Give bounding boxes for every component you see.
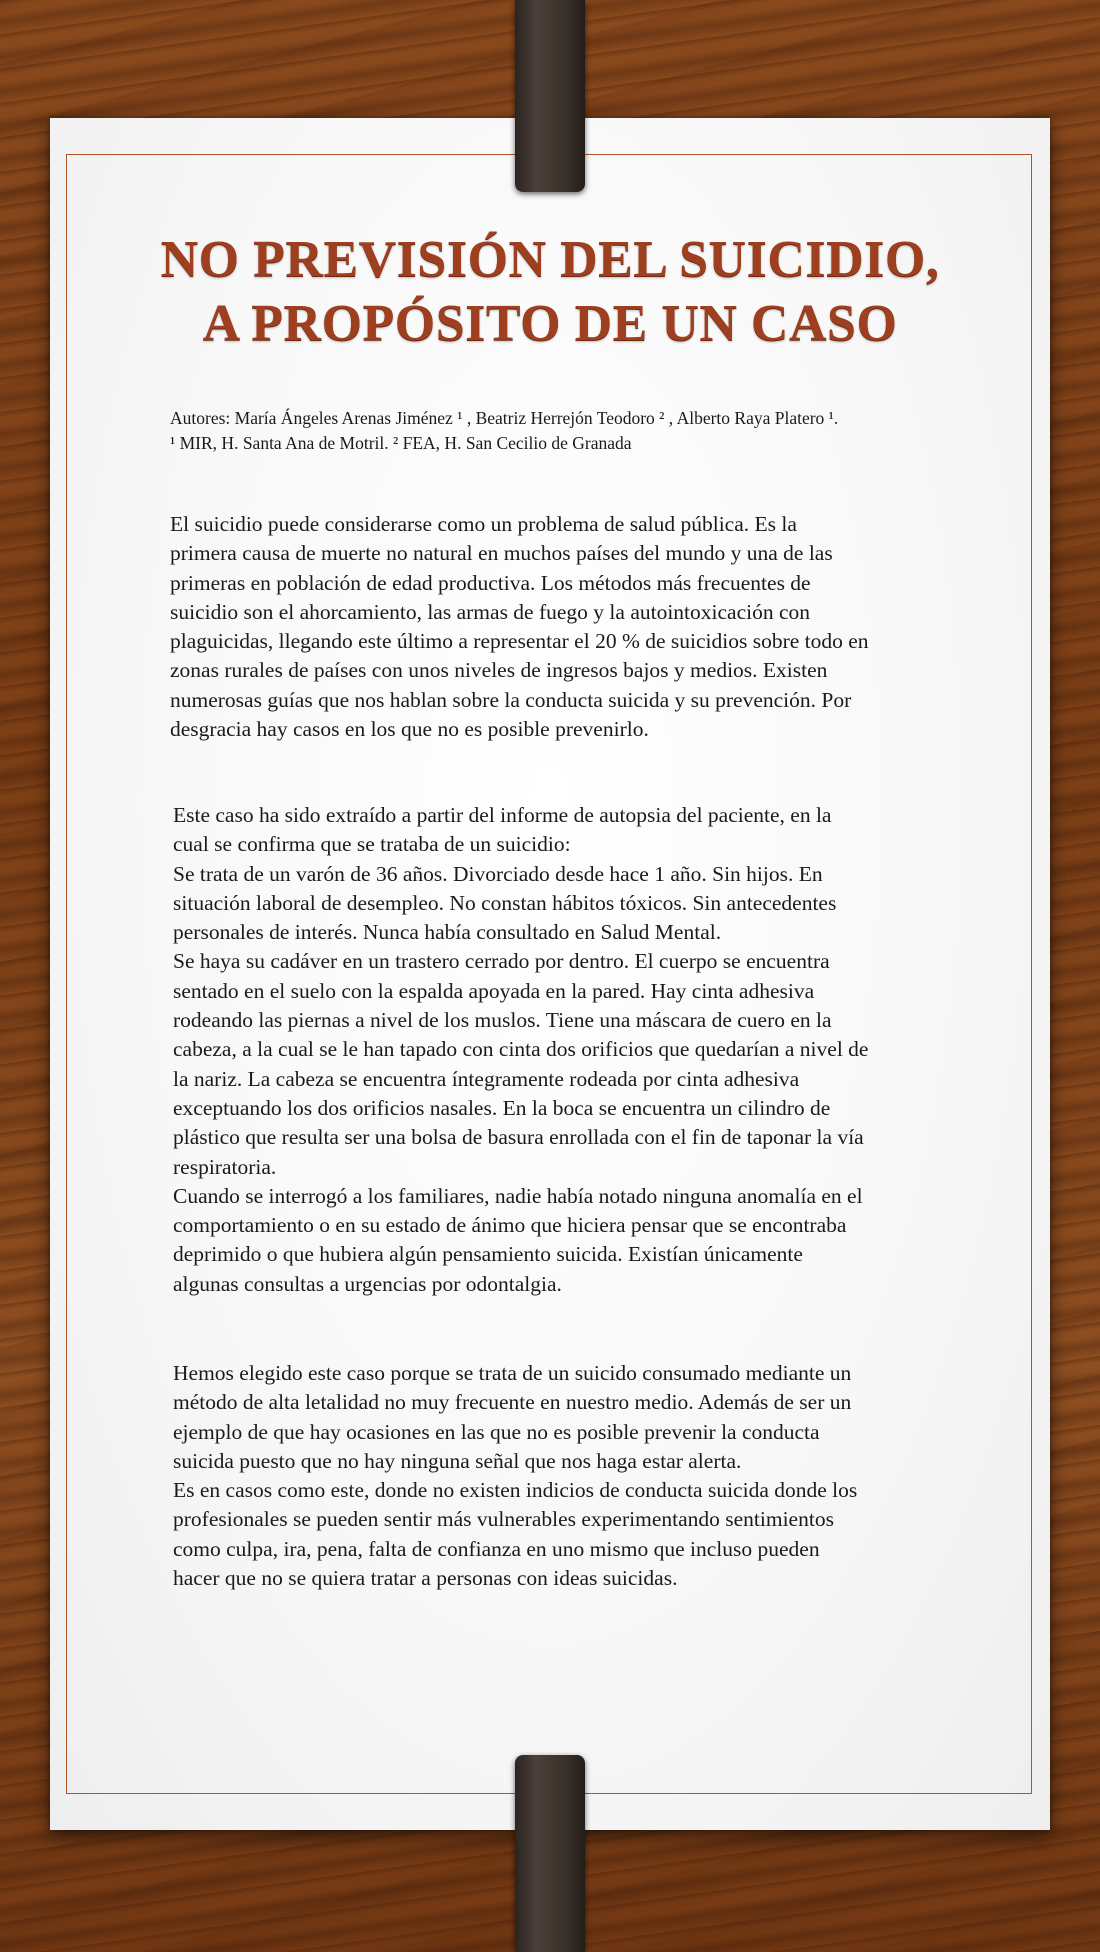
text-line: Este caso ha sido extraído a partir del informe de autopsia del paciente, en la — [173, 803, 832, 827]
text-line: suicida puesto que no hay ninguna señal que nos haga estar alerta. — [173, 1448, 742, 1473]
text-line: cabeza, a la cual se le han tapado con cinta dos orificios que quedarían a nivel de — [173, 1037, 869, 1062]
paragraph-introduction — [170, 510, 950, 744]
text-line: suicidio son el ahorcamiento, las armas de fuego y la autointoxicación con — [170, 599, 811, 624]
text-line: como culpa, ira, pena, falta de confianza en uno mismo que incluso pueden — [173, 1536, 820, 1561]
paragraph-conclusion — [173, 1359, 953, 1593]
paragraph-case — [173, 801, 953, 1299]
text-line: algunas consultas a urgencias por odontalgia. — [173, 1271, 562, 1296]
title-line-2: A PROPÓSITO DE UN CASO — [202, 295, 898, 352]
authors-block — [170, 406, 950, 456]
text-line: la nariz. La cabeza se encuentra íntegramente rodeada por cinta adhesiva — [173, 1066, 800, 1091]
top-strap-clip — [515, 0, 585, 192]
text-line: El suicidio puede considerarse como un problema de salud pública. Es la — [170, 512, 797, 536]
bottom-strap-clip — [515, 1755, 585, 1952]
text-line: respiratoria. — [173, 1154, 277, 1179]
text-line: Hemos elegido este caso porque se trata de un suicido consumado mediante un — [173, 1361, 852, 1385]
text-line: numerosas guías que nos hablan sobre la conducta suicida y su prevención. Por — [170, 687, 852, 712]
text-line: plástico que resulta ser una bolsa de basura enrollada con el fin de taponar la vía — [173, 1125, 864, 1150]
text-line: rodeando las piernas a nivel de los muslos. Tiene una máscara de cuero en la — [173, 1008, 832, 1033]
text-line: comportamiento o en su estado de ánimo que hiciera pensar que se encontraba — [173, 1213, 847, 1238]
title-line-1: NO PREVISIÓN DEL SUICIDIO, — [160, 231, 940, 288]
text-line: situación laboral de desempleo. No constan hábitos tóxicos. Sin antecedentes — [173, 890, 837, 915]
poster-title — [0, 228, 1100, 356]
text-line: desgracia hay casos en los que no es posible prevenirlo. — [170, 717, 649, 742]
text-line: Se trata de un varón de 36 años. Divorciado desde hace 1 año. Sin hijos. En — [173, 861, 823, 886]
text-line: Se haya su cadáver en un trastero cerrado por dentro. El cuerpo se encuentra — [173, 949, 830, 974]
text-line: Es en casos como este, donde no existen indicios de conducta suicida donde los — [173, 1478, 858, 1503]
authors-names: Autores: María Ángeles Arenas Jiménez ¹ , Beatriz Herrejón Teodoro ² , Alberto Raya Platero ¹. — [170, 408, 839, 428]
text-line: primeras en población de edad productiva. Los métodos más frecuentes de — [170, 570, 811, 595]
text-line: plaguicidas, llegando este último a representar el 20 % de suicidios sobre todo en — [170, 629, 869, 654]
text-line: hacer que no se quiera tratar a personas con ideas suicidas. — [173, 1566, 678, 1591]
text-line: sentado en el suelo con la espalda apoyada en la pared. Hay cinta adhesiva — [173, 978, 815, 1003]
text-line: profesionales se pueden sentir más vulnerables experimentando sentimientos — [173, 1507, 834, 1532]
text-line: zonas rurales de países con unos niveles de ingresos bajos y medios. Existen — [170, 658, 828, 683]
text-line: cual se confirma que se trataba de un suicidio: — [173, 832, 571, 857]
authors-affiliations: ¹ MIR, H. Santa Ana de Motril. ² FEA, H. San Cecilio de Granada — [170, 433, 632, 453]
text-line: método de alta letalidad no muy frecuente en nuestro medio. Además de ser un — [173, 1390, 852, 1415]
text-line: exceptuando los dos orificios nasales. En la boca se encuentra un cilindro de — [173, 1095, 831, 1120]
text-line: deprimido o que hubiera algún pensamiento suicida. Existían únicamente — [173, 1242, 803, 1267]
text-line: primera causa de muerte no natural en muchos países del mundo y una de las — [170, 541, 833, 566]
text-line: personales de interés. Nunca había consultado en Salud Mental. — [173, 920, 722, 945]
text-line: Cuando se interrogó a los familiares, nadie había notado ninguna anomalía en el — [173, 1183, 863, 1208]
text-line: ejemplo de que hay ocasiones en las que no es posible prevenir la conducta — [173, 1419, 820, 1444]
